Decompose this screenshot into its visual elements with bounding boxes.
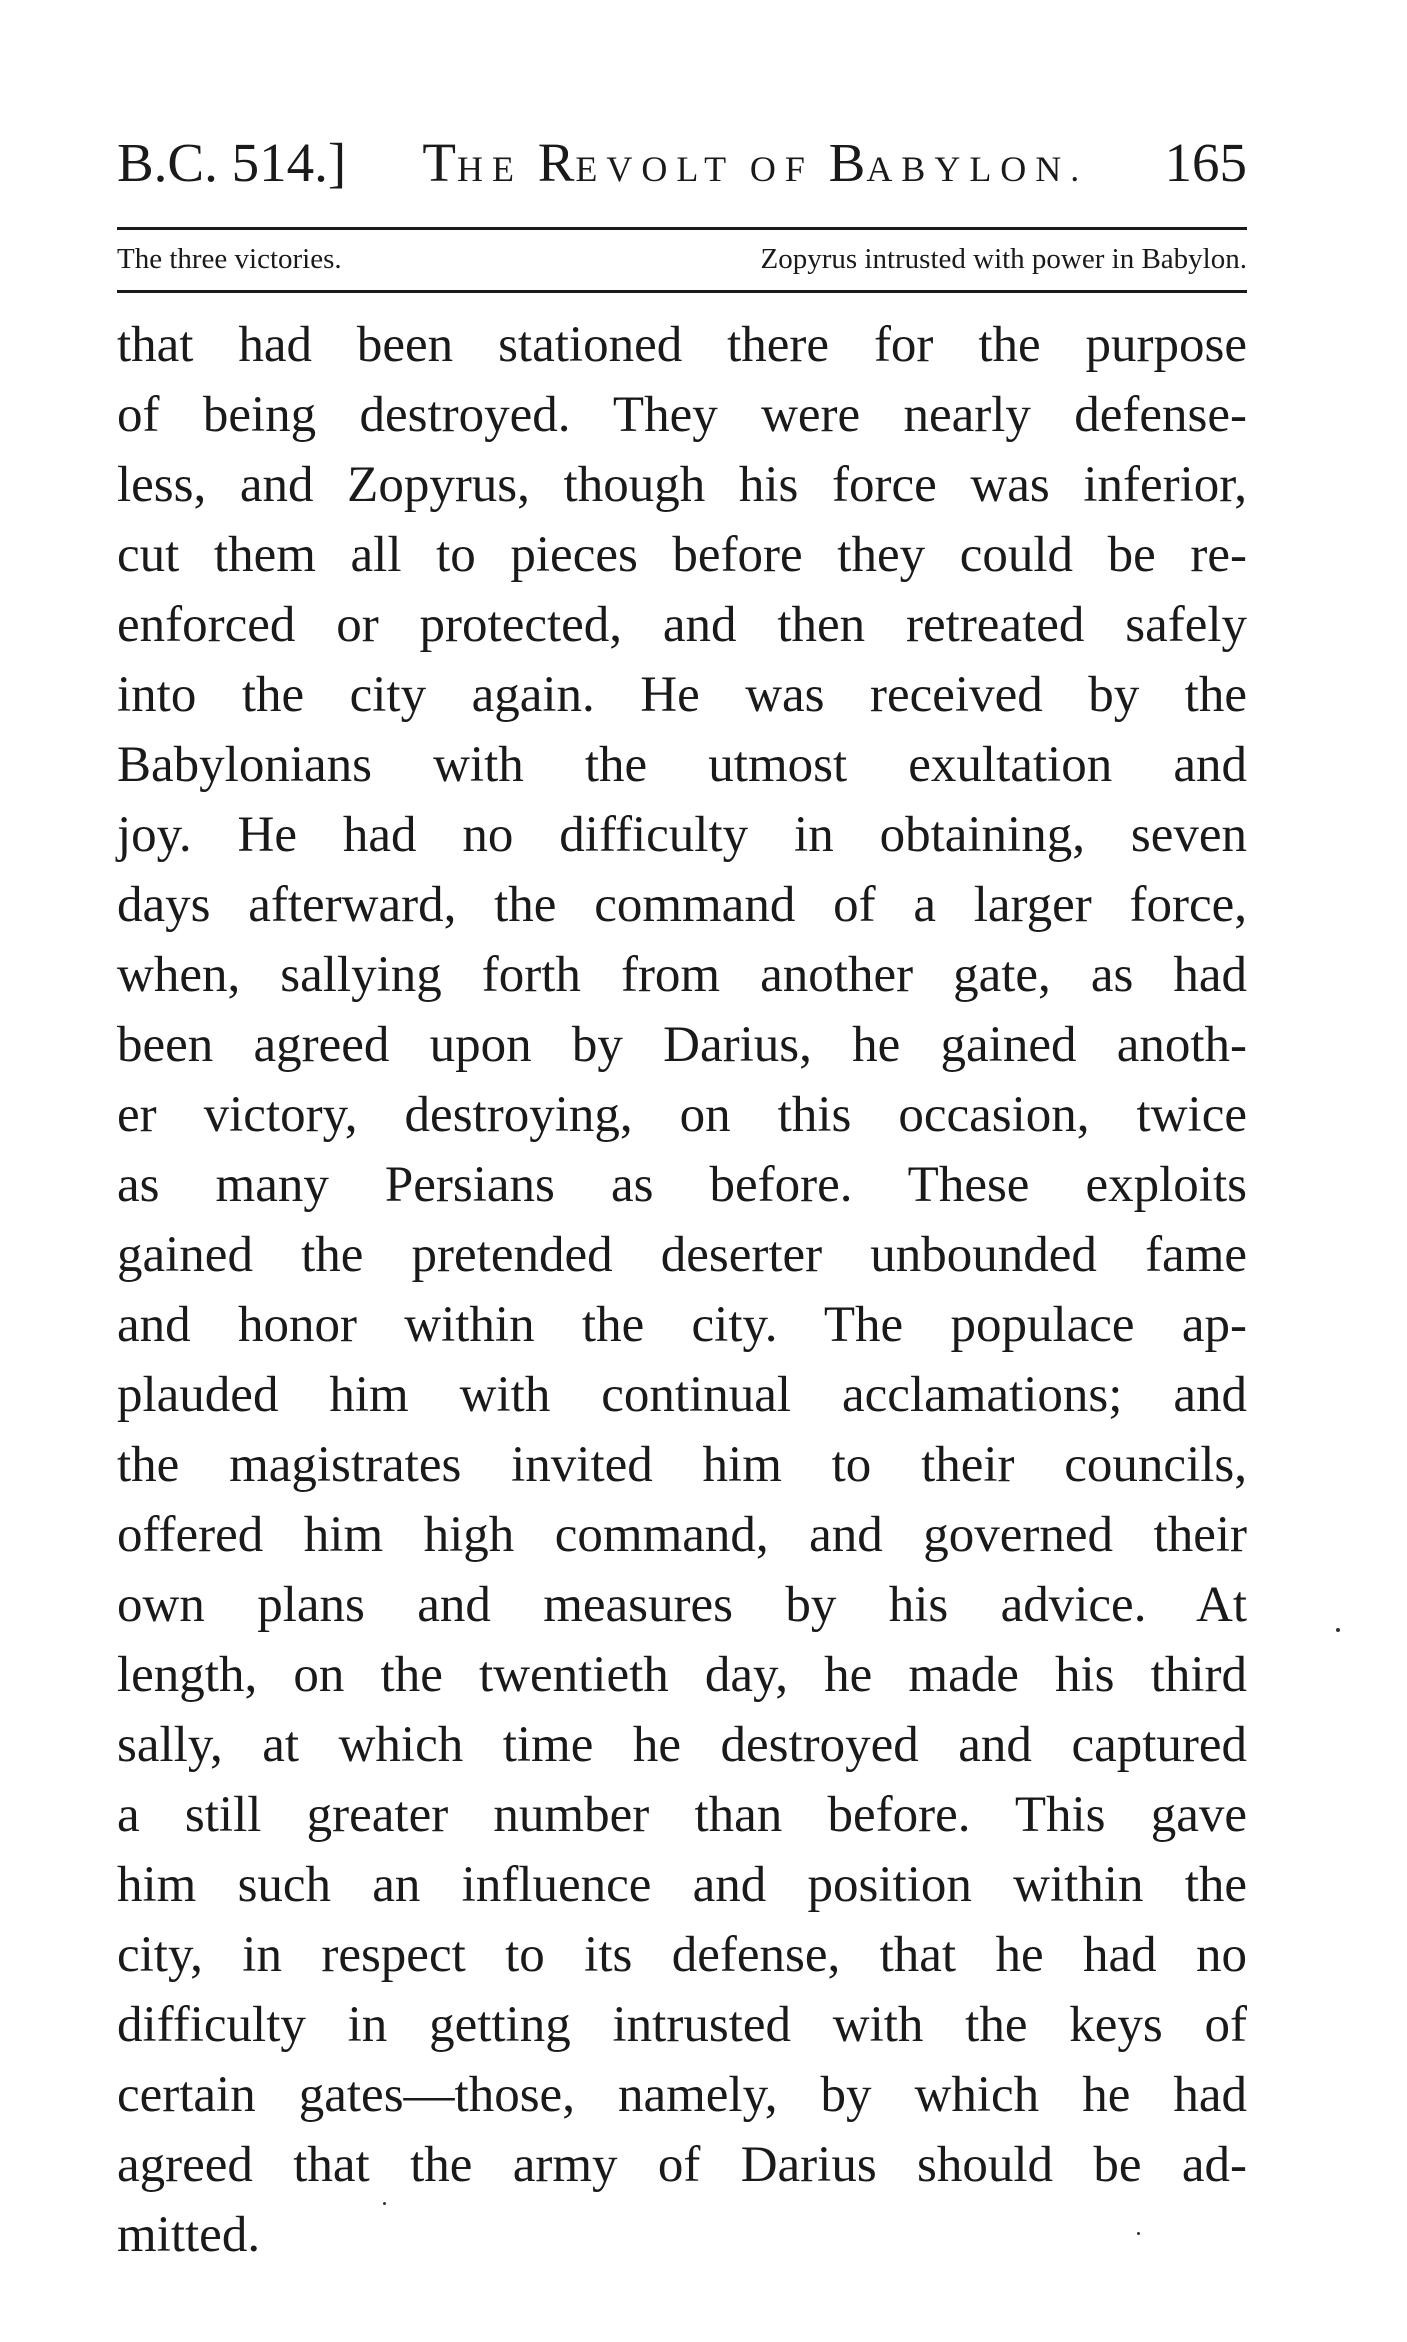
text-line: less, and Zopyrus, though his force was inferior, — [117, 457, 1247, 513]
text-line: days afterward, the command of a larger force, — [117, 877, 1247, 933]
text-line: gained the pretended deserter unbounded fame — [117, 1227, 1247, 1283]
text-line: cut them all to pieces before they could be re- — [117, 527, 1247, 583]
print-speck — [383, 2202, 386, 2205]
text-line: the magistrates invited him to their councils, — [117, 1437, 1247, 1493]
print-speck — [1336, 1628, 1340, 1632]
text-line: been agreed upon by Darius, he gained anoth- — [117, 1017, 1247, 1073]
title-word: OF — [749, 149, 814, 189]
text-line: length, on the twentieth day, he made his third — [117, 1647, 1247, 1703]
marginal-notes — [117, 236, 1247, 282]
sidenote-right: Zopyrus intrusted with power in Babylon. — [760, 242, 1247, 275]
text-line: as many Persians as before. These exploits — [117, 1157, 1247, 1213]
running-header — [117, 128, 1247, 198]
text-line: of being destroyed. They were nearly defense- — [117, 387, 1247, 443]
text-line: agreed that the army of Darius should be ad- — [117, 2137, 1247, 2193]
text-line: when, sallying forth from another gate, as had — [117, 947, 1247, 1003]
text-line: city, in respect to its defense, that he had no — [117, 1927, 1247, 1983]
title-word: REVOLT — [537, 132, 736, 193]
sidenote-left: The three victories. — [117, 242, 342, 275]
text-line: that had been stationed there for the purpose — [117, 317, 1247, 373]
text-line: Babylonians with the utmost exultation and — [117, 737, 1247, 793]
header-rule-bottom — [117, 290, 1247, 293]
text-line: joy. He had no difficulty in obtaining, seven — [117, 807, 1247, 863]
title-word: BABYLON. — [828, 132, 1089, 193]
text-line: mitted. — [117, 2207, 261, 2263]
era-label: B.C. 514.] — [117, 132, 347, 193]
text-line: him such an influence and position within the — [117, 1857, 1247, 1913]
text-line: a still greater number than before. This gave — [117, 1787, 1247, 1843]
text-line: er victory, destroying, on this occasion, twice — [117, 1087, 1247, 1143]
body-paragraph — [117, 310, 1247, 2270]
chapter-title — [422, 128, 1088, 204]
text-line: sally, at which time he destroyed and captured — [117, 1717, 1247, 1773]
text-line: certain gates—those, namely, by which he had — [117, 2067, 1247, 2123]
text-line: difficulty in getting intrusted with the keys of — [117, 1997, 1247, 2053]
text-line: enforced or protected, and then retreated safely — [117, 597, 1247, 653]
header-rule-top — [117, 227, 1247, 230]
page-number: 165 — [1164, 132, 1247, 193]
text-line: plauded him with continual acclamations; and — [117, 1367, 1247, 1423]
text-line: own plans and measures by his advice. At — [117, 1577, 1247, 1633]
text-line: into the city again. He was received by the — [117, 667, 1247, 723]
text-line: offered him high command, and governed their — [117, 1507, 1247, 1563]
text-line: and honor within the city. The populace ap- — [117, 1297, 1247, 1353]
title-word: THE — [422, 132, 523, 193]
print-speck — [1137, 2232, 1140, 2235]
